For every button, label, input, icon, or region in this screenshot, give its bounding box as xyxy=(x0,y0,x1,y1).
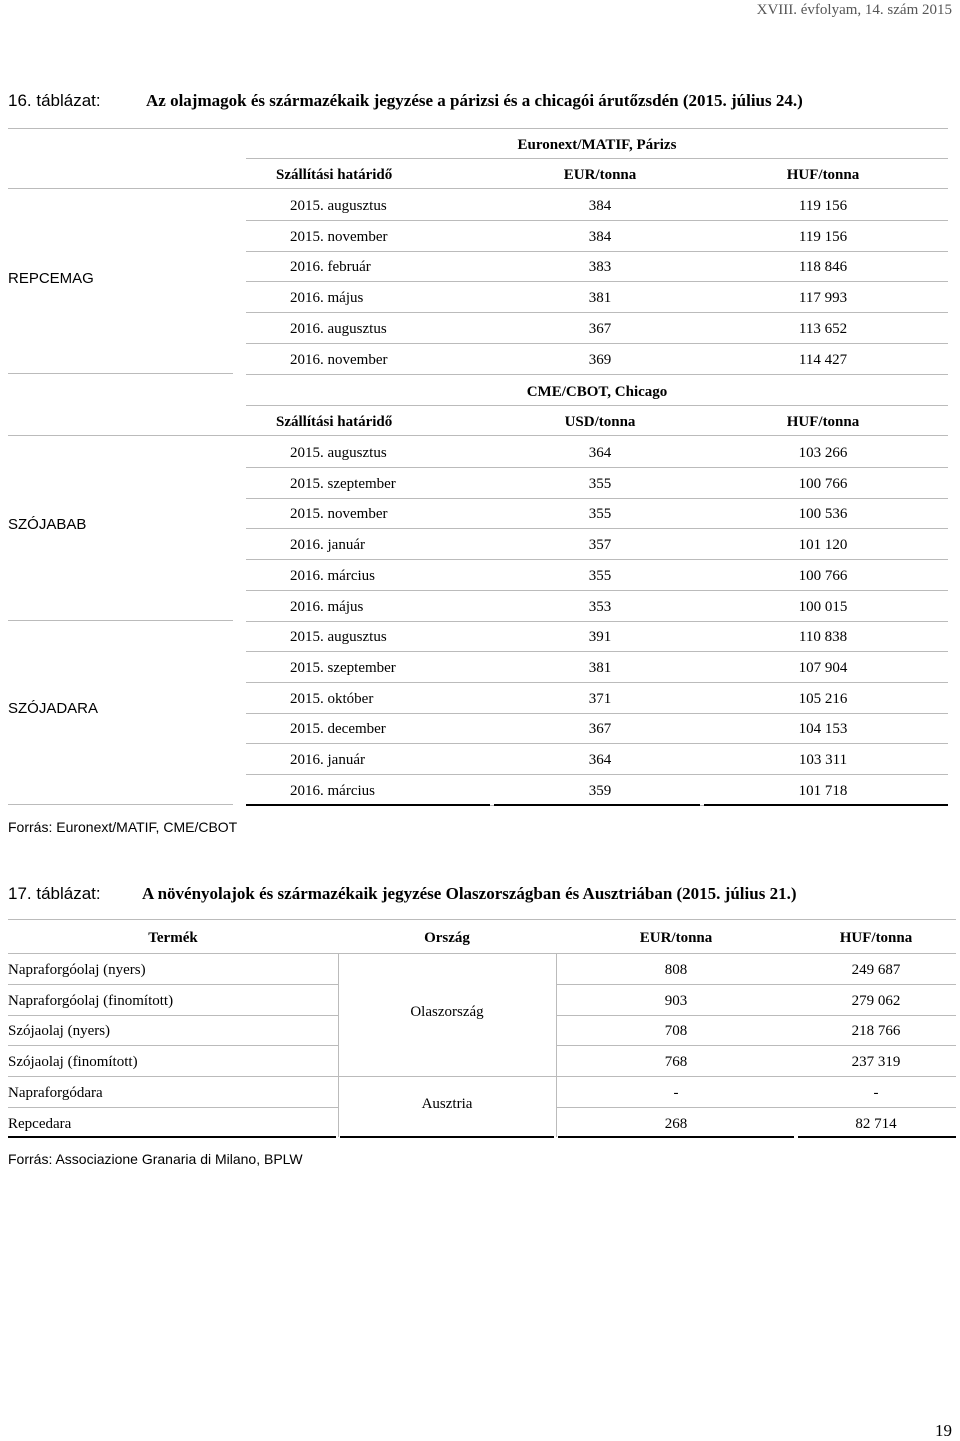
delivery-date: 2015. augusztus xyxy=(290,629,387,646)
eur-value: 768 xyxy=(664,1054,688,1071)
rule-top xyxy=(8,128,948,129)
column-header: Termék xyxy=(148,930,198,946)
rule-top xyxy=(8,919,956,920)
product-label: REPCEMAG xyxy=(8,270,94,287)
price-value: 367 xyxy=(588,721,612,738)
row-rule xyxy=(246,774,948,775)
rule-bottom xyxy=(246,804,490,806)
row-rule xyxy=(246,281,948,282)
column-header: EUR/tonna xyxy=(639,930,713,946)
country-label: Ausztria xyxy=(421,1096,473,1112)
eur-value: 268 xyxy=(664,1115,688,1132)
delivery-date: 2016. január xyxy=(290,537,365,554)
delivery-date: 2015. szeptember xyxy=(290,659,396,676)
column-header: Szállítási határidő xyxy=(276,414,393,430)
product-name: Napraforgódara xyxy=(8,1084,103,1101)
huf-value: 113 652 xyxy=(798,320,848,337)
column-divider xyxy=(338,953,339,1137)
table17-source: Forrás: Associazione Granaria di Milano, BPLW xyxy=(8,1151,303,1167)
rule-bottom xyxy=(704,804,948,806)
row-rule xyxy=(246,621,948,622)
column-header: HUF/tonna xyxy=(839,930,913,946)
delivery-date: 2015. szeptember xyxy=(290,475,396,492)
price-value: 355 xyxy=(588,506,612,523)
row-rule xyxy=(556,1045,956,1046)
product-label: SZÓJABAB xyxy=(8,516,87,533)
product-name: Napraforgóolaj (finomított) xyxy=(8,992,174,1009)
huf-value: 100 015 xyxy=(798,598,848,615)
row-rule xyxy=(8,984,338,985)
row-rule xyxy=(556,1015,956,1016)
price-value: 371 xyxy=(588,690,612,707)
price-value: 381 xyxy=(588,290,612,307)
huf-value: 279 062 xyxy=(851,992,901,1009)
delivery-date: 2016. január xyxy=(290,752,365,768)
huf-value: 103 311 xyxy=(798,752,848,768)
huf-value: 107 904 xyxy=(798,659,848,676)
column-header: HUF/tonna xyxy=(786,167,860,183)
delivery-date: 2015. december xyxy=(290,721,386,738)
product-name: Szójaolaj (nyers) xyxy=(8,1023,111,1040)
delivery-date: 2016. november xyxy=(290,351,388,368)
row-rule xyxy=(8,1076,956,1077)
eur-value: 708 xyxy=(664,1023,688,1040)
huf-value: 114 427 xyxy=(798,351,848,368)
rule xyxy=(8,953,956,954)
table16-title: Az olajmagok és származékaik jegyzése a párizsi és a chicagói árutőzsdén (2015. július 24.) xyxy=(146,91,803,110)
eur-value: - xyxy=(673,1084,679,1101)
price-value: 355 xyxy=(588,475,612,492)
huf-value: 82 714 xyxy=(855,1115,897,1132)
huf-value: 105 216 xyxy=(798,690,848,707)
row-rule xyxy=(246,528,948,529)
price-value: 367 xyxy=(588,320,612,337)
column-header: HUF/tonna xyxy=(786,414,860,430)
delivery-date: 2016. március xyxy=(290,567,375,584)
rule-bottom xyxy=(8,1136,336,1138)
rule-bottom xyxy=(798,1136,956,1138)
table16-number: 16. táblázat: xyxy=(8,91,101,110)
delivery-date: 2016. február xyxy=(290,259,371,276)
column-header: USD/tonna xyxy=(564,414,636,430)
huf-value: 100 766 xyxy=(798,475,848,492)
rule-bottom xyxy=(494,804,700,806)
huf-value: 249 687 xyxy=(851,962,901,978)
price-value: 364 xyxy=(588,752,612,768)
rule xyxy=(246,158,948,159)
row-rule xyxy=(246,743,948,744)
table17-caption xyxy=(8,884,797,904)
delivery-date: 2016. május xyxy=(290,290,364,307)
row-rule xyxy=(8,1107,338,1108)
row-rule xyxy=(246,312,948,313)
rule xyxy=(8,188,948,189)
row-rule xyxy=(246,498,948,499)
delivery-date: 2016. május xyxy=(290,598,364,615)
huf-value: 110 838 xyxy=(798,629,848,646)
row-rule xyxy=(8,1015,338,1016)
rule xyxy=(246,405,948,406)
row-rule xyxy=(246,590,948,591)
table16-source: Forrás: Euronext/MATIF, CME/CBOT xyxy=(8,819,238,835)
huf-value: 237 319 xyxy=(851,1054,901,1071)
price-value: 369 xyxy=(588,351,612,368)
row-rule xyxy=(246,251,948,252)
row-rule xyxy=(246,374,948,375)
row-rule xyxy=(246,713,948,714)
price-value: 364 xyxy=(588,445,612,461)
product-name: Napraforgóolaj (nyers) xyxy=(8,962,146,978)
row-rule xyxy=(246,220,948,221)
product-label: SZÓJADARA xyxy=(8,700,99,717)
price-value: 381 xyxy=(588,659,612,676)
table16-caption xyxy=(8,91,803,111)
huf-value: 100 766 xyxy=(798,567,848,584)
price-value: 357 xyxy=(588,537,612,554)
exchange-heading: Euronext/MATIF, Párizs xyxy=(517,137,677,153)
huf-value: 119 156 xyxy=(798,198,848,214)
huf-value: 103 266 xyxy=(798,445,848,461)
column-header: Szállítási határidő xyxy=(276,167,393,183)
delivery-date: 2015. augusztus xyxy=(290,198,387,214)
eur-value: 808 xyxy=(664,962,688,978)
huf-value: 101 120 xyxy=(798,537,848,554)
price-value: 384 xyxy=(588,198,612,214)
group-rule xyxy=(8,620,233,621)
row-rule xyxy=(246,467,948,468)
country-label: Olaszország xyxy=(410,1004,484,1020)
product-name: Repcedara xyxy=(8,1115,72,1132)
rule xyxy=(8,435,948,436)
group-rule xyxy=(8,373,233,374)
huf-value: 117 993 xyxy=(798,290,848,307)
huf-value: 101 718 xyxy=(798,782,848,799)
rule-bottom xyxy=(340,1136,554,1138)
price-value: 383 xyxy=(588,259,612,276)
huf-value: 119 156 xyxy=(798,228,848,245)
row-rule xyxy=(8,1045,338,1046)
row-rule xyxy=(556,1107,956,1108)
huf-value: 118 846 xyxy=(798,259,848,276)
column-divider xyxy=(556,953,557,1137)
price-value: 355 xyxy=(588,567,612,584)
table17-title: A növényolajok és származékaik jegyzése Olaszországban és Ausztriában (2015. július 21.) xyxy=(142,884,797,903)
huf-value: 218 766 xyxy=(851,1023,901,1040)
running-header: XVIII. évfolyam, 14. szám 2015 xyxy=(756,2,952,18)
price-value: 384 xyxy=(588,228,612,245)
column-header: Ország xyxy=(424,930,470,946)
row-rule xyxy=(246,682,948,683)
delivery-date: 2016. augusztus xyxy=(290,320,387,337)
table17-number: 17. táblázat: xyxy=(8,884,101,903)
product-name: Szójaolaj (finomított) xyxy=(8,1054,138,1071)
delivery-date: 2016. március xyxy=(290,782,375,799)
delivery-date: 2015. november xyxy=(290,506,388,523)
row-rule xyxy=(246,651,948,652)
delivery-date: 2015. november xyxy=(290,228,388,245)
row-rule xyxy=(556,984,956,985)
exchange-heading: CME/CBOT, Chicago xyxy=(526,384,668,400)
eur-value: 903 xyxy=(664,992,688,1009)
column-header: EUR/tonna xyxy=(563,167,637,183)
huf-value: 104 153 xyxy=(798,721,848,738)
huf-value: - xyxy=(873,1084,879,1101)
price-value: 353 xyxy=(588,598,612,615)
row-rule xyxy=(246,559,948,560)
price-value: 359 xyxy=(588,782,612,799)
huf-value: 100 536 xyxy=(798,506,848,523)
delivery-date: 2015. október xyxy=(290,690,374,707)
group-rule xyxy=(8,804,233,805)
rule-bottom xyxy=(558,1136,794,1138)
price-value: 391 xyxy=(588,629,612,646)
page-number: 19 xyxy=(935,1421,952,1440)
row-rule xyxy=(246,343,948,344)
delivery-date: 2015. augusztus xyxy=(290,445,387,461)
